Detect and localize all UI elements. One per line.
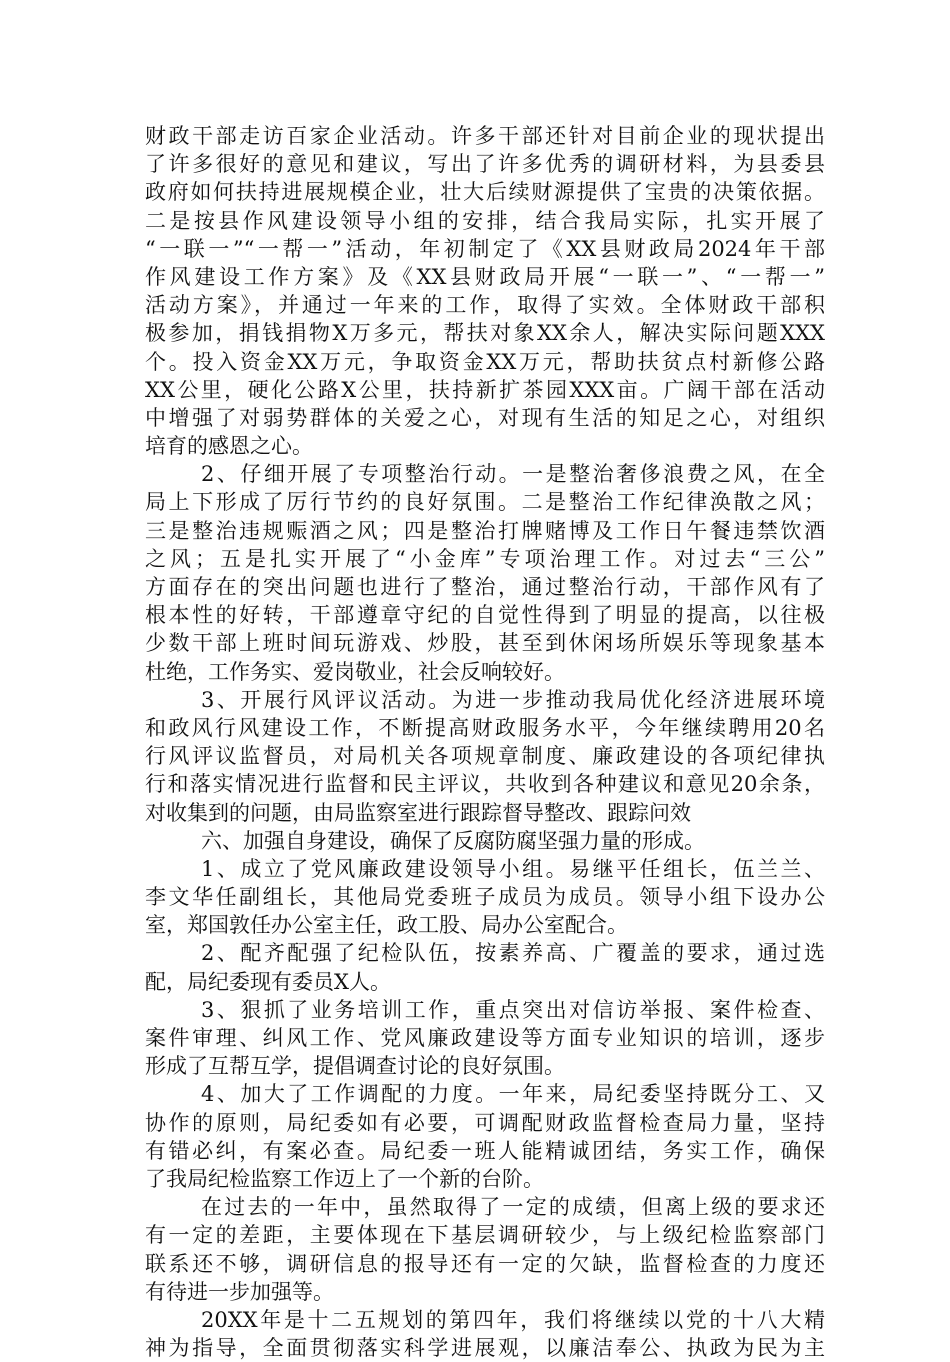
text-line: 对收集到的问题，由局监察室进行跟踪督导整改、跟踪问效	[145, 800, 691, 825]
text-line: 3、狠抓了业务培训工作，重点突出对信访举报、案件检查、	[201, 997, 825, 1022]
text-line: 六、加强自身建设，确保了反腐防腐坚强力量的形成。	[201, 828, 705, 853]
text-line: 3、开展行风评议活动。为进一步推动我局优化经济进展环境	[201, 687, 825, 712]
text-line: 有错必纠，有案必查。局纪委一班人能精诚团结，务实工作，确保	[145, 1138, 825, 1163]
text-line: “一联一”“一帮一”活动，年初制定了《XX县财政局2024年干部	[145, 236, 825, 261]
text-line: 在过去的一年中，虽然取得了一定的成绩，但离上级的要求还	[201, 1195, 825, 1220]
text-line: 联系还不够，调研信息的报导还有一定的欠缺，监督检查的力度还	[145, 1251, 825, 1276]
text-line: 政府如何扶持进展规模企业，壮大后续财源提供了宝贵的决策依据。	[145, 180, 825, 205]
text-line: 培育的感恩之心。	[145, 434, 313, 459]
text-line: 和政风行风建设工作，不断提高财政服务水平，今年继续聘用20名	[145, 715, 825, 740]
text-line: 个。投入资金XX万元，争取资金XX万元，帮助扶贫点村新修公路	[145, 349, 825, 374]
text-line: 中增强了对弱势群体的关爱之心，对现有生活的知足之心，对组织	[145, 405, 825, 430]
text-line: 李文华任副组长，其他局党委班子成员为成员。领导小组下设办公	[145, 885, 825, 910]
text-line: 少数干部上班时间玩游戏、炒股，甚至到休闲场所娱乐等现象基本	[145, 631, 825, 656]
document-body	[145, 122, 825, 1362]
text-line: 作风建设工作方案》及《XX县财政局开展“一联一”、“一帮一”	[145, 264, 825, 289]
text-line: 协作的原则，局纪委如有必要，可调配财政监督检查局力量，坚持	[145, 1110, 825, 1135]
text-line: 2、配齐配强了纪检队伍，按素养高、广覆盖的要求，通过选	[201, 941, 825, 966]
text-line: 杜绝，工作务实、爱岗敬业，社会反响较好。	[145, 659, 565, 684]
text-line: 配，局纪委现有委员X人。	[145, 969, 391, 994]
text-line: 财政干部走访百家企业活动。许多干部还针对目前企业的现状提出	[145, 124, 825, 148]
text-line: 极参加，捐钱捐物X万多元，帮扶对象XX余人，解决实际问题XXX	[145, 321, 825, 346]
text-line: 4、加大了工作调配的力度。一年来，局纪委坚持既分工、又	[201, 1082, 825, 1107]
text-line: 根本性的好转，干部遵章守纪的自觉性得到了明显的提高，以往极	[145, 603, 825, 628]
text-line: 行和落实情况进行监督和民主评议，共收到各种建议和意见20余条，	[145, 772, 825, 797]
text-line: 有一定的差距，主要体现在下基层调研较少，与上级纪检监察部门	[145, 1223, 825, 1248]
text-line: 了许多很好的意见和建议，写出了许多优秀的调研材料，为县委县	[145, 152, 825, 177]
text-line: 形成了互帮互学，提倡调查讨论的良好氛围。	[145, 1054, 565, 1079]
text-line: 案件审理、纠风工作、党风廉政建设等方面专业知识的培训，逐步	[145, 1026, 825, 1050]
text-line: 三是整治违规赈酒之风；四是整治打牌赌博及工作日午餐违禁饮酒	[145, 518, 825, 543]
text-line: 二是按县作风建设领导小组的安排，结合我局实际，扎实开展了	[145, 208, 825, 233]
text-line: 有待进一步加强等。	[145, 1279, 334, 1304]
text-line: 室，郑国敦任办公室主任，政工股、局办公室配合。	[145, 913, 628, 938]
text-line: XX公里，硬化公路X公里，扶持新扩茶园XXX亩。广阔干部在活动	[145, 377, 825, 402]
text-line: 方面存在的突出问题也进行了整治，通过整治行动，干部作风有了	[145, 575, 825, 599]
text-line: 神为指导，全面贯彻落实科学进展观，以廉洁奉公、执政为民为主	[145, 1336, 825, 1361]
text-line: 了我局纪检监察工作迈上了一个新的台阶。	[145, 1166, 544, 1191]
text-line: 2、仔细开展了专项整治行动。一是整治奢侈浪费之风，在全	[201, 462, 825, 487]
text-line: 活动方案》，并通过一年来的工作，取得了实效。全体财政干部积	[145, 293, 825, 318]
text-line: 行风评议监督员，对局机关各项规章制度、廉政建设的各项纪律执	[145, 744, 825, 769]
text-line: 1、成立了党风廉政建设领导小组。易继平任组长，伍兰兰、	[201, 856, 825, 881]
text-line: 之风；五是扎实开展了“小金库”专项治理工作。对过去“三公”	[145, 546, 825, 571]
text-line: 20XX年是十二五规划的第四年，我们将继续以党的十八大精	[201, 1307, 825, 1332]
text-line: 局上下形成了厉行节约的良好氛围。二是整治工作纪律涣散之风；	[145, 490, 825, 515]
